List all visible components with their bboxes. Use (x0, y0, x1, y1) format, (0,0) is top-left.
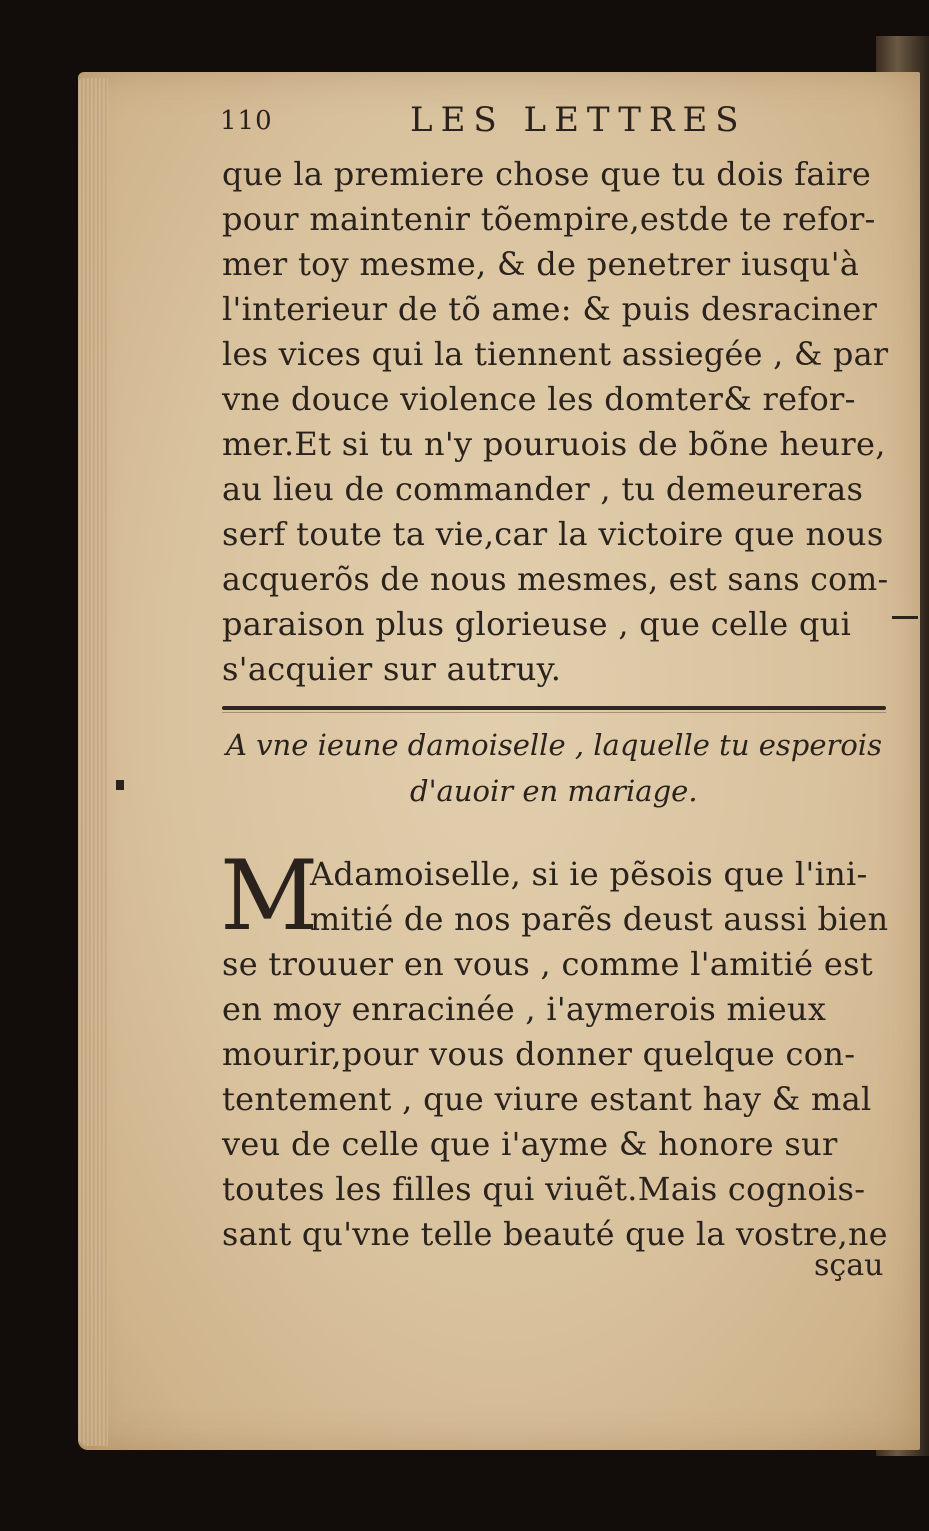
text-line: les vices qui la tiennent assiegée , & par (222, 335, 889, 373)
section-rule-thin (222, 712, 886, 713)
text-line: paraison plus glorieuse , que celle qui (222, 605, 852, 643)
text-line: en moy enracinée , i'aymerois mieux (222, 990, 827, 1028)
text-line: mer toy mesme, & de penetrer iusqu'à (222, 245, 860, 283)
text-line: serf toute ta vie,car la victoire que nous (222, 515, 884, 553)
running-title: LES LETTRES (410, 100, 747, 140)
margin-mark (116, 780, 124, 790)
text-line: pour maintenir tõempire,estde te refor- (222, 200, 876, 238)
text-line: mer.Et si tu n'y pouruois de bõne heure, (222, 425, 886, 463)
drop-cap: M (220, 840, 319, 952)
text-line: s'acquier sur autruy. (222, 650, 562, 688)
text-line: veu de celle que i'ayme & honore sur (222, 1125, 838, 1163)
text-line: mitié de nos parẽs deust aussi bien (310, 900, 889, 938)
text-line: mourir,pour vous donner quelque con- (222, 1035, 856, 1073)
page-number: 110 (220, 106, 273, 136)
text-line: que la premiere chose que tu dois faire (222, 155, 872, 193)
section-rule (222, 706, 886, 710)
text-line: tentement , que viure estant hay & mal (222, 1080, 872, 1118)
text-line: se trouuer en vous , comme l'amitié est (222, 945, 873, 983)
text-line: Adamoiselle, si ie pẽsois que l'ini- (310, 855, 868, 893)
page-header (220, 100, 760, 144)
letter-heading-line-1: A vne ieune damoiselle , laquelle tu esperois (226, 728, 882, 762)
text-line: l'interieur de tõ ame: & puis desraciner (222, 290, 878, 328)
text-line: vne douce violence les domter& refor- (222, 380, 856, 418)
text-line: acquerõs de nous mesmes, est sans com- (222, 560, 889, 598)
hyphen-mark (892, 616, 918, 619)
text-line: toutes les filles qui viuẽt.Mais cognois- (222, 1170, 866, 1208)
page-edges (78, 78, 108, 1446)
catchword: sçau (814, 1248, 884, 1283)
text-line: sant qu'vne telle beauté que la vostre,ne (222, 1215, 888, 1253)
text-line: au lieu de commander , tu demeureras (222, 470, 864, 508)
letter-heading-line-2: d'auoir en mariage. (410, 774, 698, 808)
